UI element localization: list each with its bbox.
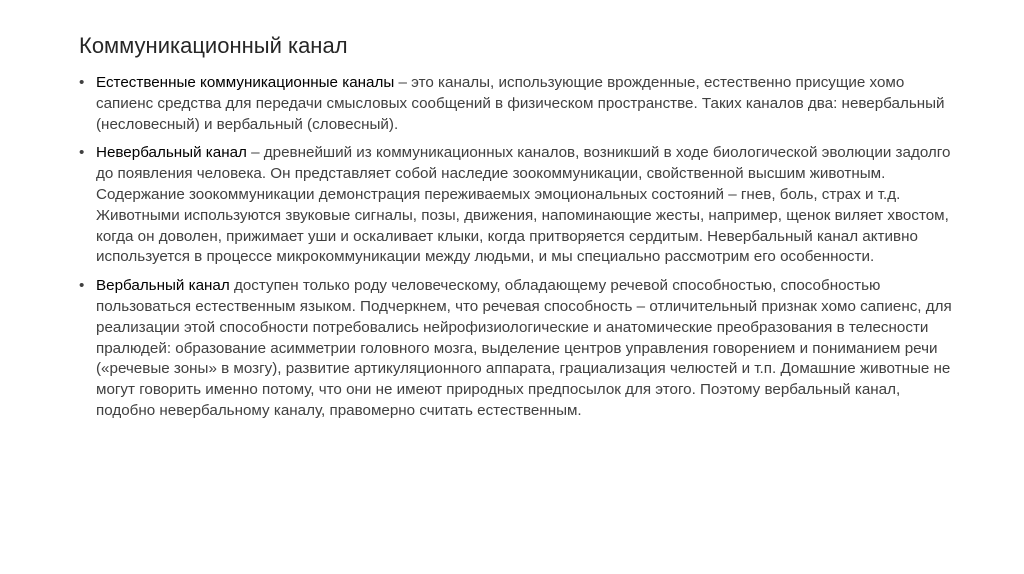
bullet-nonverbal-channel: [79, 143, 959, 268]
bullet-text: – древнейший из коммуникационных каналов, возникший в ходе биологической эволюции задолго до появления человека. Он представляет собой наследие зоокоммуникации, свойственной высшим животным. Содержание зоокоммуникации демонстрация переживаемых эмоциональных состояний – гнев, боль, страх и т.д. Животными используются звуковые сигналы, позы, движения, напоминающие жесты, например, щенок виляет хвостом, когда он доволен, прижимает уши и оскаливает клыки, когда притворяется сердитым. Невербальный канал активно используется в процессе микрокоммуникации между людьми, и мы специально рассмотрим его особенности.: [96, 144, 951, 266]
bullet-marker: •: [79, 74, 85, 91]
slide-title: Коммуникационный канал: [79, 33, 348, 58]
bullet-text: – это каналы, использующие врожденные, естественно присущие хомо сапиенс средства для передачи смысловых сообщений в физическом пространстве. Таких каналов два: невербальный (несловесный) и вербальный (словесный).: [96, 74, 945, 133]
bullet-term: Вербальный канал: [96, 277, 230, 295]
bullet-natural-channels: [79, 73, 959, 135]
bullet-marker: •: [79, 277, 85, 295]
bullet-term: Естественные коммуникационные каналы: [96, 74, 395, 91]
bullet-term: Невербальный канал: [96, 144, 247, 162]
bullet-verbal-channel: [79, 276, 959, 422]
bullet-text: доступен только роду человеческому, обладающему речевой способностью, способностью пользоваться естественным языком. Подчеркнем, что речевая способность – отличительный признак хомо сапиенс, для реализации этой способности потребовались нейрофизиологические и анатомические преобразования в телесности пралюдей: образование асимметрии головного мозга, выделение центров управления говорением и пониманием речи («речевые зоны» в мозгу), развитие артикуляционного аппарата, грациализация челюстей и т.п. Домашние животные не могут говорить именно потому, что они не имеют природных предпосылок для этого. Поэтому вербальный канал, подобно невербальному каналу, правомерно считать естественным.: [96, 277, 952, 419]
bullet-list: [79, 73, 959, 430]
bullet-marker: •: [79, 144, 85, 162]
